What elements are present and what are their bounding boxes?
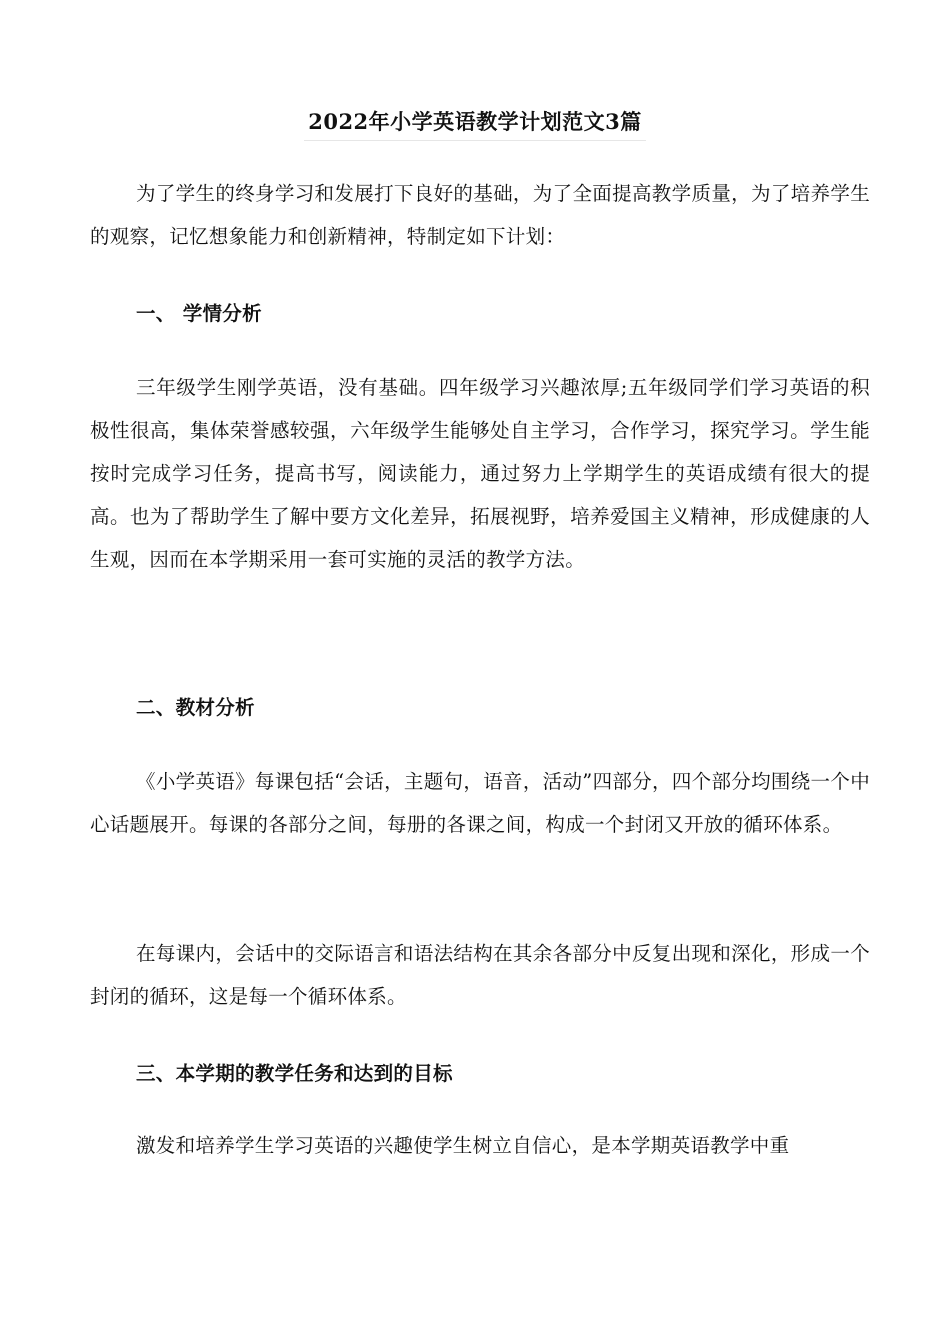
section-2-heading: 二、教材分析 xyxy=(136,696,255,719)
section-3-paragraph: 激发和培养学生学习英语的兴趣使学生树立自信心，是本学期英语教学中重 xyxy=(136,1134,790,1157)
document-title xyxy=(0,104,950,141)
intro-paragraph: 为了学生的终身学习和发展打下良好的基础，为了全面提高教学质量，为了培养学生的观察，记忆想象能力和创新精神，特制定如下计划： xyxy=(90,182,870,248)
section-3-heading: 三、本学期的教学任务和达到的目标 xyxy=(136,1062,453,1085)
section-2-paragraph-1: 《小学英语》每课包括“会话，主题句，语音，活动”四部分，四个部分均围绕一个中心话题展开。每课的各部分之间，每册的各课之间，构成一个封闭又开放的循环体系。 xyxy=(90,770,870,836)
section-2-paragraph-2: 在每课内，会话中的交际语言和语法结构在其余各部分中反复出现和深化，形成一个封闭的循环，这是每一个循环体系。 xyxy=(90,942,870,1008)
section-1-heading: 一、 学情分析 xyxy=(136,302,262,325)
document-title-text: 2022年小学英语教学计划范文3篇 xyxy=(304,104,646,141)
section-1-paragraph: 三年级学生刚学英语，没有基础。四年级学习兴趣浓厚;五年级同学们学习英语的积极性很高，集体荣誉感较强，六年级学生能够处自主学习，合作学习，探究学习。学生能按时完成学习任务，提高书写，阅读能力，通过努力上学期学生的英语成绩有很大的提高。也为了帮助学生了解中要方文化差异，拓展视野，培养爱国主义精神，形成健康的人生观，因而在本学期采用一套可实施的灵活的教学方法。 xyxy=(90,376,870,571)
